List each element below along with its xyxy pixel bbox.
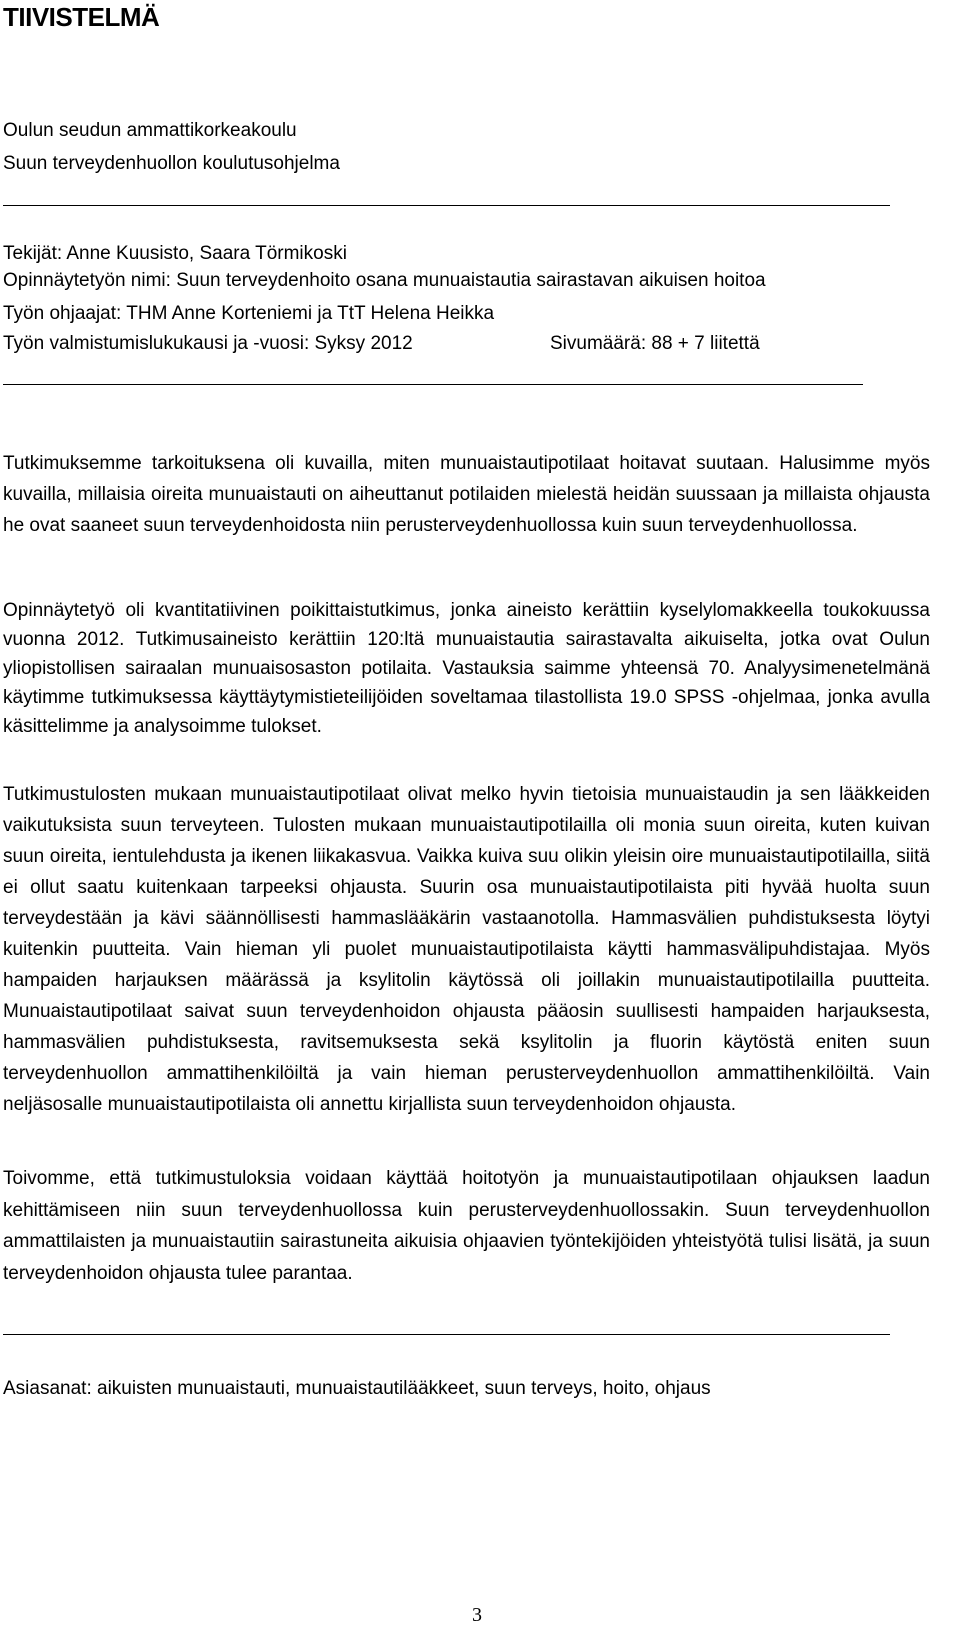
page-count-line: Sivumäärä: 88 + 7 liitettä (550, 333, 760, 354)
abstract-paragraph-purpose: Tutkimuksemme tarkoituksena oli kuvailla, miten munuaistautipotilaat hoitavat suutaan. Halusimme myös kuvailla, millaisia oireita munuaistauti on aiheuttanut potilaiden mielestä heidän suussaan ja millaista ohjausta he ovat saaneet suun terveydenhoidosta niin perusterveydenhuollossa kuin suun terveydenhuollossa. (3, 453, 930, 536)
abstract-paragraph-results: Tutkimustulosten mukaan munuaistautipotilaat olivat melko hyvin tietoisia munuaistaudin ja sen lääkkeiden vaikutuksista suun terveyteen. Tulosten mukaan munuaistautipotilailla oli monia suun oireita, kuten kuivan suun oireita, ientulehdusta ja ikenen liikakasvua. Vaikka kuiva suu olikin yleisin oire munuaistautipotilailla, siitä ei ollut saatu kuitenkaan tarpeeksi ohjausta. Suurin osa munuaistautipotilaista piti hyvää huolta suun terveydestään ja kävi säännöllisesti hammaslääkärin vastaanotolla. Hammasvälien puhdistuksesta löytyi kuitenkin puutteita. Vain hieman yli puolet munuaistautipotilaista käytti hammasvälipuhdistajaa. Myös hampaiden harjauksen määrässä ja ksylitolin käytössä oli joillakin munuaistautipotilailla puutteita. Munuaistautipotilaat saivat suun terveydenhoidon ohjausta pääosin suullisesti hampaiden harjauksesta, hammasvälien puhdistuksesta, ravitsemuksesta sekä ksylitolin ja fluorin käytöstä eniten suun terveydenhuollon ammattihenkilöiltä ja vain hieman perusterveydenhuollon ammattihenkilöiltä. Vain neljäsosalle munuaistautipotilaista oli annettu kirjallista suun terveydenhoidon ohjausta. (3, 784, 930, 1115)
divider-meta (3, 384, 863, 385)
divider-bottom (3, 1334, 890, 1335)
page-title: TIIVISTELMÄ (3, 2, 160, 32)
completion-line: Työn valmistumislukukausi ja -vuosi: Syksy 2012 (3, 333, 413, 354)
program-name: Suun terveydenhuollon koulutusohjelma (3, 153, 340, 174)
thesis-title-line: Opinnäytetyön nimi: Suun terveydenhoito osana munuaistautia sairastavan aikuisen hoitoa (3, 270, 766, 291)
school-name: Oulun seudun ammattikorkeakoulu (3, 120, 297, 141)
divider-top (3, 205, 890, 206)
abstract-paragraph-method: Opinnäytetyö oli kvantitatiivinen poikittaistutkimus, jonka aineisto kerättiin kyselylomakkeella toukokuussa vuonna 2012. Tutkimusaineisto kerättiin 120:ltä munuaistautia sairastavalta aikuiselta, jotka ovat Oulun yliopistollisen sairaalan munuaisosaston potilaita. Vastauksia saimme yhteensä 70. Analyysimenetelmänä käytimme tutkimuksessa käyttäytymistieteilijöiden soveltamaa tilastollista 19.0 SPSS -ohjelmaa, jonka avulla käsittelimme ja analysoimme tulokset. (3, 600, 930, 737)
supervisors-line: Työn ohjaajat: THM Anne Korteniemi ja TtT Helena Heikka (3, 303, 495, 324)
abstract-paragraph-conclusion: Toivomme, että tutkimustuloksia voidaan käyttää hoitotyön ja munuaistautipotilaan ohjauksen laadun kehittämiseen niin suun terveydenhuollossa kuin perusterveydenhuollossakin. Suun terveydenhuollon ammattilaisten ja munuaistautiin sairastuneita aikuisia ohjaavien työntekijöiden yhteistyötä tulisi lisätä, ja suun terveydenhoidon ohjausta tulee parantaa. (3, 1168, 930, 1284)
keywords-line: Asiasanat: aikuisten munuaistauti, munuaistautilääkkeet, suun terveys, hoito, ohjaus (3, 1378, 711, 1399)
page-number: 3 (472, 1604, 482, 1626)
authors-line: Tekijät: Anne Kuusisto, Saara Törmikoski (3, 243, 347, 264)
